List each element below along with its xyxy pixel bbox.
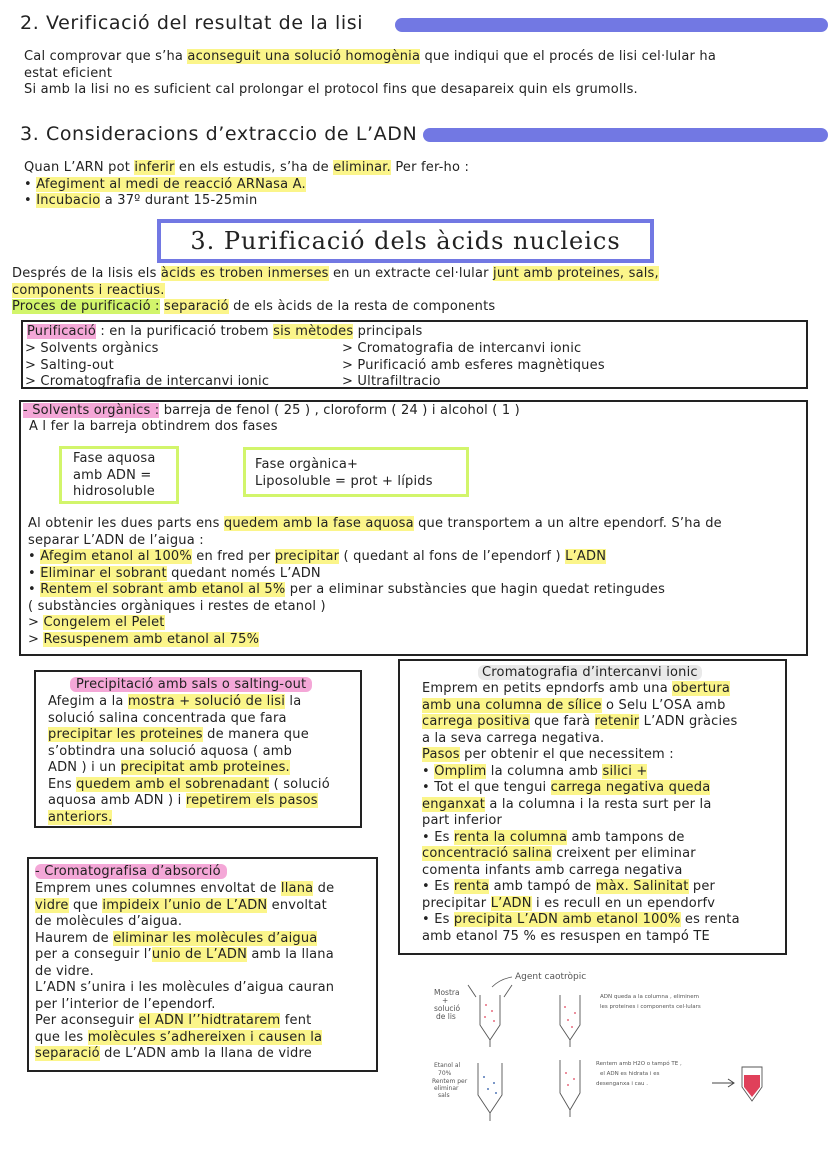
svg-text:sals: sals <box>438 1092 450 1099</box>
list-item: > Cromatografia de intercanvi ionic <box>342 341 582 356</box>
phase-organic-box: Fase orgànica+ Liposoluble = prot + lípids <box>243 447 469 497</box>
list-item: > Solvents orgànics <box>25 341 159 356</box>
salting-out-title: Precipitació amb sals o salting-out <box>70 677 312 694</box>
solvents-heading: - Solvents orgànics : barreja de fenol ( 25 ) , cloroform ( 24 ) i alcohol ( 1 ) <box>23 403 520 418</box>
methods-right-list <box>342 341 605 391</box>
tube-3 <box>478 1063 502 1121</box>
salting-out-box <box>34 670 362 828</box>
tube-1-dots <box>484 1004 495 1022</box>
tube-3-dots <box>483 1076 497 1094</box>
section-3-paragraph: Quan L’ARN pot inferir en els estudis, s’ha de eliminar. Per fer-ho : • Afegiment al medi de reacció ARNasa A. • Incubacio a 37º durant 15-25min <box>24 160 470 208</box>
list-item: > Ultrafiltracio <box>342 374 441 389</box>
note-1 <box>600 994 701 1010</box>
solvents-box <box>19 400 808 656</box>
main-title-box <box>157 219 654 263</box>
ionic-title: Cromatografia d’intercanvi ionic <box>478 665 702 682</box>
solvents-subheading: A l fer la barreja obtindrem dos fases <box>29 419 278 434</box>
svg-text:de lis: de lis <box>436 1012 456 1021</box>
list-item: > Cromatogfrafia de intercanvi ionic <box>25 374 270 389</box>
column-diagram <box>420 965 820 1165</box>
etanol-label <box>432 1062 468 1099</box>
methods-left-list <box>25 341 269 391</box>
svg-text:70%: 70% <box>438 1070 452 1077</box>
methods-box <box>21 320 808 389</box>
svg-text:Etanol al: Etanol al <box>434 1062 461 1069</box>
ionic-box <box>398 659 787 955</box>
tube-2-dots <box>564 1006 576 1028</box>
arrow-icon <box>712 1079 734 1087</box>
ionic-text: Emprem en petits epndorfs amb una obertura amb una columna de sílice o Selu L’OSA amb carrega positiva que farà retenir L’ADN gràcies a la seva carrega negativa. Pasos per obtenir el que necessitem : • Omplim la columna amb silici + • Tot el que tengui carrega negativa queda enganxat a la columna i la resta surt per la part inferior • Es renta la columna amb tampons de concentració salina creixent per eliminar comenta infants amb carrega negativa • Es renta amb tampó de màx. Salinitat per precipitar L’ADN i es recull en un ependorfv • Es precipita L’ADN amb etanol 100% es renta amb etanol 75 % es resuspen en tampó TE <box>422 681 740 944</box>
section-3-title-bar <box>423 128 828 142</box>
svg-text:Mostra: Mostra <box>434 988 460 997</box>
tube-2 <box>560 995 580 1047</box>
svg-text:solució: solució <box>434 1004 461 1013</box>
svg-text:Rentem amb H2O o tampó TE ,: Rentem amb H2O o tampó TE , <box>596 1061 682 1067</box>
absorption-box <box>27 857 378 1072</box>
svg-text:eliminar: eliminar <box>434 1085 459 1092</box>
final-tube-icon <box>742 1067 762 1101</box>
main-title: 3. Purificació dels àcids nucleics <box>190 227 621 255</box>
agent-label: Agent caotròpic <box>515 972 587 982</box>
phase-aqueous-box: Fase aquosa amb ADN = hidrosoluble <box>59 446 179 504</box>
list-item: > Purificació amb esferes magnètiques <box>342 357 605 373</box>
tube-1 <box>468 985 512 1047</box>
main-intro: Després de la lisis els àcids es troben inmerses en un extracte cel·lular junt amb proteines, sals, components i reactius. Proces de purificació : separació de els àcids de la resta de components <box>12 266 659 314</box>
svg-text:+: + <box>442 996 449 1005</box>
svg-text:ADN queda a la columna , elimi: ADN queda a la columna , eliminem <box>600 994 700 1000</box>
absorption-title: - Cromatografisa d’absorció <box>35 864 227 881</box>
salting-out-text: Afegim a la mostra + solució de lisi la solució salina concentrada que fara precipitar les proteines de manera que s’obtindra una solució aquosa ( amb ADN ) i un precipitat amb proteines. Ens quedem amb el sobrenadant ( solució aquosa amb ADN ) i repetirem els pasos anteriors. <box>48 694 330 825</box>
list-item: > Salting-out <box>25 357 114 373</box>
methods-heading: Purificació : en la purificació trobem sis mètodes principals <box>27 324 423 339</box>
section-2-title-bar <box>395 18 828 32</box>
note-2 <box>596 1060 682 1087</box>
agent-arrow <box>492 977 512 987</box>
section-2-paragraph: Cal comprovar que s’ha aconseguit una solució homogènia que indiqui que el procés de lisi cel·lular ha estat eficient Si amb la lisi no es suficient cal prolongar el protocol fins que desapareix quin els grumolls. <box>24 49 717 97</box>
tube-4 <box>560 1060 580 1117</box>
absorption-text: Emprem unes columnes envoltat de llana de vidre que impideix l’unio de L’ADN envoltat de molècules d’aigua. Haurem de eliminar les molècules d’aigua per a conseguir l’unio de L’ADN amb la llana de vidre. L’ADN s’unira i les molècules d’aigua cauran per l’interior de l’ependorf. Per aconseguir el ADN l’’hidtratarem fent que les molècules s’adhereixen i causen la separació de L’ADN amb la llana de vidre <box>35 881 335 1061</box>
section-3-title: 3. Consideracions d’extraccio de L’ADN <box>20 123 418 145</box>
solvents-paragraph: Al obtenir les dues parts ens quedem amb la fase aquosa que transportem a un altre ependorf. S’ha de separar L’ADN de l’aigua : • Afegim etanol al 100% en fred per precipitar ( quedant al fons de l’ependorf ) L’ADN • Eliminar el sobrant quedant només L’ADN • Rentem el sobrant amb etanol al 5% per a eliminar substàncies que hagin quedat retingudes ( substàncies orgàniques i restes de etanol ) > Congelem el Pelet > Resuspenem amb etanol al 75% <box>28 516 722 647</box>
svg-text:les proteines i components cel: les proteines i components cel·lulars <box>600 1004 701 1010</box>
svg-text:desenganxa i cau .: desenganxa i cau . <box>596 1081 648 1087</box>
tube-4-dots <box>565 1072 575 1086</box>
svg-text:el ADN es hidrata i es: el ADN es hidrata i es <box>600 1071 660 1077</box>
mostra-label <box>434 988 461 1021</box>
svg-text:Rentem per: Rentem per <box>432 1078 468 1085</box>
section-2-title: 2. Verificació del resultat de la lisi <box>20 12 364 34</box>
